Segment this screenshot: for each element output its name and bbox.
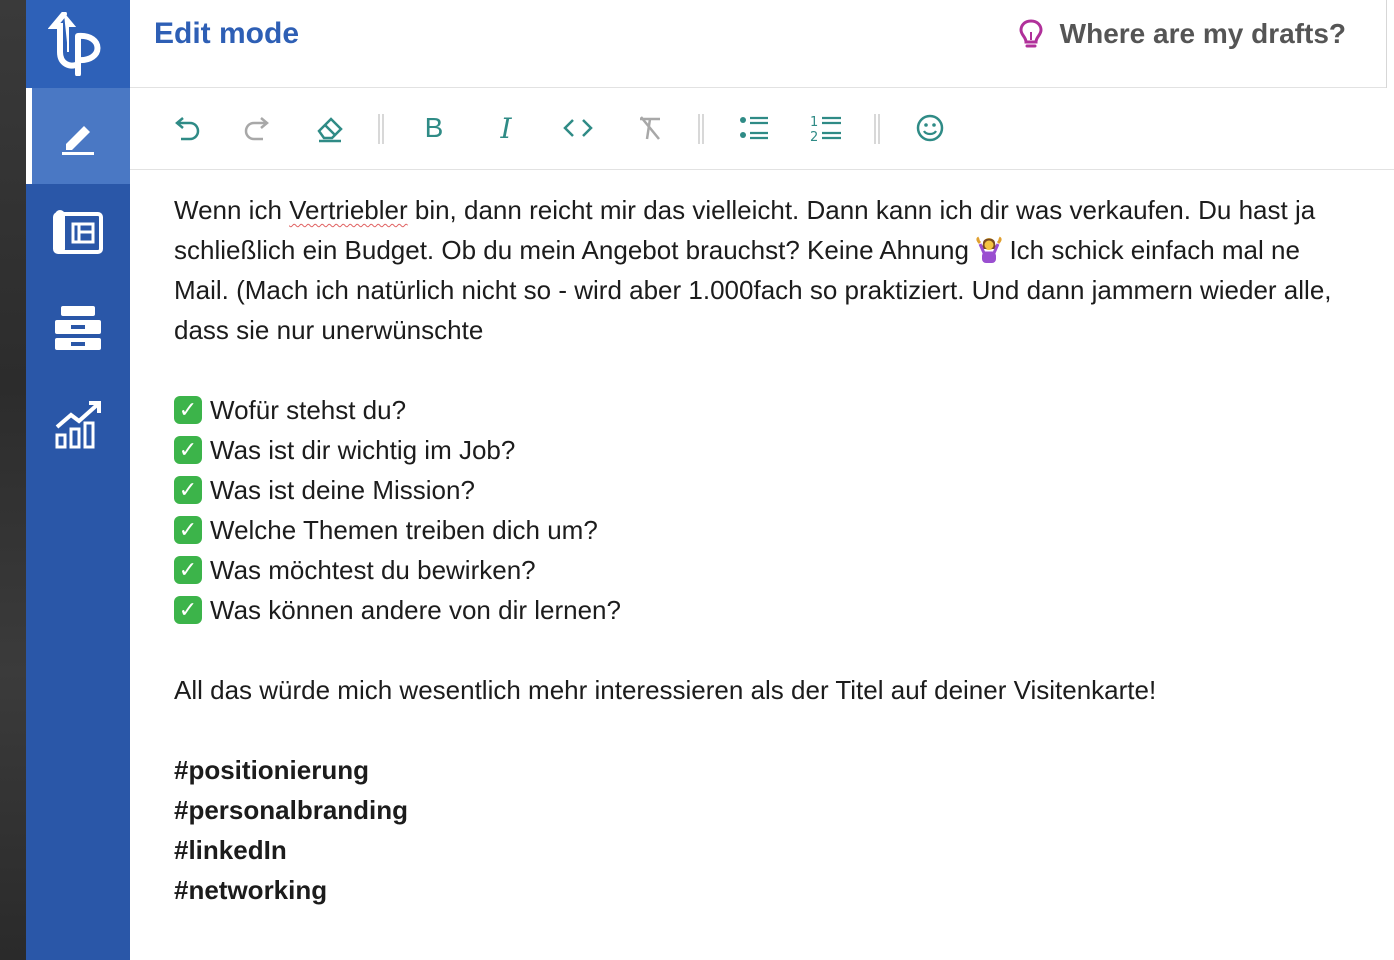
bullet-list-button[interactable] — [734, 108, 774, 148]
redo-icon — [243, 113, 273, 143]
toolbar-separator — [698, 114, 704, 144]
check-mark-icon: ✓ — [174, 596, 202, 624]
list-item — [174, 550, 621, 590]
intro-text-end: Ich schick einfach mal ne Mail. (Mach ich natürlich nicht so - wird aber 1.000fach so praktiziert. Und dann jammern wieder alle, dass sie nur unerwünschte — [174, 235, 1332, 345]
redo-button[interactable] — [238, 108, 278, 148]
intro-paragraph — [174, 190, 1344, 350]
list-item — [174, 590, 621, 630]
toolbar-separator — [874, 114, 880, 144]
list-item-text: Was ist deine Mission? — [210, 475, 475, 505]
sidebar — [26, 0, 130, 960]
numbered-list-icon — [809, 113, 843, 143]
hashtag: #personalbranding — [174, 795, 409, 825]
window-edge — [1386, 0, 1394, 88]
sidebar-item-templates[interactable] — [26, 184, 130, 280]
clear-format-button[interactable] — [630, 108, 670, 148]
clear-format-icon — [635, 113, 665, 143]
check-mark-icon: ✓ — [174, 396, 202, 424]
lightbulb-icon — [1018, 18, 1044, 50]
analytics-icon — [53, 399, 103, 449]
editor-toolbar — [130, 88, 1394, 170]
code-icon — [562, 113, 594, 143]
drafts-link-label: Where are my drafts? — [1059, 18, 1346, 49]
header — [130, 0, 1386, 88]
eraser-icon — [315, 113, 345, 143]
up-logo-icon — [48, 12, 108, 76]
list-item — [174, 430, 621, 470]
hashtag-list — [174, 750, 408, 910]
blueprint-icon — [51, 208, 105, 256]
list-item-text: Was ist dir wichtig im Job? — [210, 435, 516, 465]
edit-icon — [58, 116, 98, 156]
intro-text-start: Wenn ich — [174, 195, 290, 225]
post-editor[interactable] — [130, 170, 1394, 960]
toolbar-separator — [378, 114, 384, 144]
intro-text-middle: bin, dann reicht mir das vielleicht. Dann kann ich dir was verkaufen. Du hast ja schließlich ein Budget. Ob du mein Angebot brauchst? Keine Ahnung — [174, 195, 1316, 265]
hashtag: #networking — [174, 875, 328, 905]
smiley-icon — [915, 113, 945, 143]
check-mark-icon: ✓ — [174, 436, 202, 464]
check-mark-icon: ✓ — [174, 476, 202, 504]
checklist — [174, 390, 621, 630]
list-item-text: Wofür stehst du? — [210, 395, 407, 425]
list-item-text: Was können andere von dir lernen? — [210, 595, 621, 625]
sidebar-item-editor[interactable] — [26, 88, 130, 184]
svg-text:2: 2 — [810, 130, 819, 143]
numbered-list-button[interactable] — [806, 108, 846, 148]
bold-button[interactable] — [414, 108, 454, 148]
code-button[interactable] — [558, 108, 598, 148]
sidebar-item-analytics[interactable] — [26, 376, 130, 472]
drafts-help-link[interactable] — [1018, 18, 1346, 50]
undo-button[interactable] — [166, 108, 206, 148]
list-item — [174, 390, 621, 430]
app-logo[interactable] — [26, 0, 130, 88]
eraser-button[interactable] — [310, 108, 350, 148]
sidebar-item-archive[interactable] — [26, 280, 130, 376]
list-item — [174, 510, 621, 550]
list-item — [174, 470, 621, 510]
shrug-woman-emoji-icon — [976, 235, 1002, 263]
background-window-strip — [0, 0, 26, 960]
undo-icon — [171, 113, 201, 143]
italic-icon: I — [500, 111, 512, 145]
italic-button[interactable] — [486, 108, 526, 148]
hashtag: #positionierung — [174, 755, 369, 785]
closing-paragraph: All das würde mich wesentlich mehr interessieren als der Titel auf deiner Visitenkarte! — [174, 675, 1157, 705]
bold-icon: B — [424, 112, 444, 143]
list-item-text: Welche Themen treiben dich um? — [210, 515, 598, 545]
svg-text:1: 1 — [810, 115, 819, 130]
archive-icon — [53, 304, 103, 352]
list-item-text: Was möchtest du bewirken? — [210, 555, 536, 585]
check-mark-icon: ✓ — [174, 556, 202, 584]
bullet-list-icon — [738, 113, 770, 143]
page-title: Edit mode — [154, 17, 300, 50]
hashtag: #linkedIn — [174, 835, 287, 865]
misspelled-word: Vertriebler — [289, 195, 408, 225]
check-mark-icon: ✓ — [174, 516, 202, 544]
emoji-button[interactable] — [910, 108, 950, 148]
